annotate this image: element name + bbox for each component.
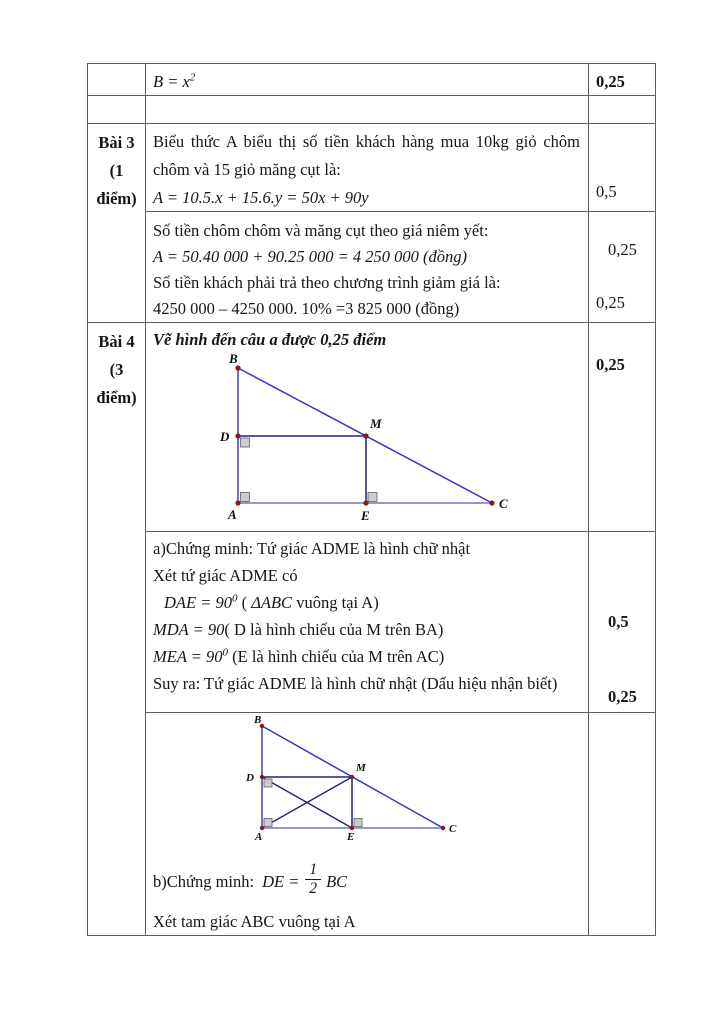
geometry-figure-1 xyxy=(146,323,589,532)
content-cell-empty xyxy=(146,96,589,124)
right-angle-icon xyxy=(354,819,362,827)
exponent: 2 xyxy=(189,71,196,84)
solution-formula: A = 10.5.x + 15.6.y = 50x + 90y xyxy=(153,188,369,207)
score-value: 0,5 xyxy=(608,612,629,631)
right-angle-icon xyxy=(368,493,377,502)
solution-text: Số tiền khách phải trả theo chương trình giảm giá là: xyxy=(153,273,501,292)
problem-label-line: (1 xyxy=(109,161,124,180)
right-angle-icon xyxy=(264,819,272,827)
solution-text: Biểu thức A biểu thị số tiền khách hàng mua 10kg giỏ chôm chôm và 15 giỏ măng cụt là: xyxy=(153,132,580,179)
answer-key-table xyxy=(87,63,656,936)
problem-label-line: điểm) xyxy=(96,388,137,407)
problem-label-cell-empty xyxy=(88,96,146,124)
content-cell-part-a xyxy=(146,532,589,713)
figure-note: Vẽ hình đến câu a được 0,25 điểm xyxy=(153,330,387,349)
geometry-figure-2 xyxy=(146,713,589,863)
right-angle-icon xyxy=(241,438,250,447)
problem-label-cell-empty xyxy=(88,64,146,96)
solution-text: Suy ra: Tứ giác ADME là hình chữ nhật (Dấu hiệu nhận biết) xyxy=(153,674,558,693)
point-dot-B xyxy=(235,365,240,370)
content-cell-figure1 xyxy=(146,323,589,532)
point-label-M: M xyxy=(356,762,366,774)
point-dot-C xyxy=(489,500,494,505)
point-dot-D xyxy=(235,433,240,438)
problem-label-line: Bài 3 xyxy=(98,133,135,152)
formula-b: $B = x^2$ xyxy=(153,71,196,91)
solution-calc: 4250 000 – 4250 000. 10% =3 825 000 (đồng) xyxy=(153,299,460,318)
problem-label-line: Bài 4 xyxy=(98,332,135,351)
table-row xyxy=(88,212,656,323)
point-dot-C xyxy=(441,826,445,830)
solution-text: Xét tam giác ABC vuông tại A xyxy=(153,912,356,931)
point-label-M: M xyxy=(370,416,382,431)
point-label-A: A xyxy=(255,831,263,843)
point-dot-M xyxy=(363,433,368,438)
solution-text: a)Chứng minh: Tứ giác ADME là hình chữ nhật xyxy=(153,539,471,558)
degree-sup: 0 xyxy=(231,592,238,605)
content-cell-part-b xyxy=(146,713,589,936)
point-label-E: E xyxy=(361,508,370,523)
point-label-C: C xyxy=(499,496,508,511)
point-dot-E xyxy=(363,500,368,505)
content-cell-bai3-computation xyxy=(146,212,589,323)
point-dot-A xyxy=(260,826,264,830)
right-angle-icon xyxy=(264,779,272,787)
score-cell: 0,25 xyxy=(589,323,656,532)
solution-text: Số tiền chôm chôm và măng cụt theo giá niêm yết: xyxy=(153,221,489,240)
fraction: $\frac{1}{2}$ xyxy=(305,861,321,898)
point-label-B: B xyxy=(229,351,238,366)
solution-formula: DAE = $90^0$ ( ΔABC vuông tại A) xyxy=(164,592,379,612)
score-value: 0,25 xyxy=(596,293,625,312)
problem-label-bai4 xyxy=(88,323,146,936)
problem-label-bai3 xyxy=(88,124,146,323)
score-cell-empty xyxy=(589,713,656,936)
point-dot-M xyxy=(350,775,354,779)
score-value: 0,25 xyxy=(608,240,637,259)
content-cell-bai3-expression xyxy=(146,124,589,212)
right-angle-icon xyxy=(241,493,250,502)
table-row-empty xyxy=(88,96,656,124)
point-label-D: D xyxy=(220,429,230,444)
score-cell xyxy=(589,532,656,713)
problem-label-line: điểm) xyxy=(96,189,137,208)
point-label-E: E xyxy=(347,831,355,843)
point-dot-D xyxy=(260,775,264,779)
table-row xyxy=(88,323,656,532)
point-dot-A xyxy=(235,500,240,505)
table-row xyxy=(88,713,656,936)
score-value: 0,25 xyxy=(608,687,637,706)
point-label-B: B xyxy=(254,714,262,726)
solution-formula: A = 50.40 000 + 90.25 000 = 4 250 000 (đồng) xyxy=(153,247,468,266)
solution-formula: MDA = 90( D là hình chiếu của M trên BA) xyxy=(153,620,444,639)
point-dot-E xyxy=(350,826,354,830)
content-cell xyxy=(146,64,589,96)
solution-formula: b)Chứng minh: DE = $\frac{1}{2}$ BC xyxy=(153,860,348,897)
solution-text: Xét tứ giác ADME có xyxy=(153,566,298,585)
point-label-C: C xyxy=(449,823,457,835)
table-row xyxy=(88,64,656,96)
score-cell-empty xyxy=(589,96,656,124)
score-cell xyxy=(589,212,656,323)
problem-label-line: (3 xyxy=(109,360,124,379)
table-row xyxy=(88,532,656,713)
degree-sup: 0 xyxy=(222,646,228,659)
point-label-A: A xyxy=(228,507,237,522)
score-cell: 0,25 xyxy=(589,64,656,96)
point-label-D: D xyxy=(246,772,254,784)
table-row xyxy=(88,124,656,212)
score-cell: 0,5 xyxy=(589,124,656,212)
solution-formula: MEA = $90^0$ (E là hình chiếu của M trên AC) xyxy=(153,646,445,666)
